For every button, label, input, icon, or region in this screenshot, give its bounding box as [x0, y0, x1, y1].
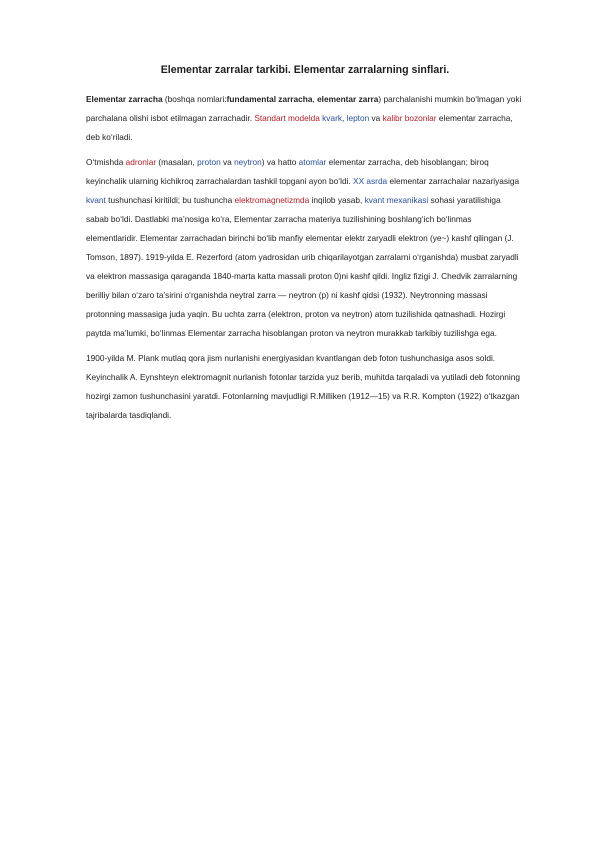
inline-link[interactable]: atomlar: [298, 157, 327, 167]
text-run: inqilob yasab,: [309, 195, 365, 205]
paragraph-1: [86, 90, 524, 147]
inline-link[interactable]: neytron: [234, 157, 262, 167]
text-run: elementar zarrachalar nazariyasiga: [387, 176, 520, 186]
document-body: [86, 90, 524, 425]
bold-term: fundamental zarracha: [226, 94, 313, 104]
text-run: ) va hatto: [261, 157, 299, 167]
bold-term: Elementar zarracha: [86, 94, 163, 104]
text-run: (boshqa nomlari:: [162, 94, 227, 104]
document-title: Elementar zarralar tarkibi. Elementar zarralarning sinflari.: [160, 64, 450, 76]
text-run: va: [220, 157, 235, 167]
inline-link[interactable]: elektromagnetizmda: [234, 195, 310, 205]
text-run: va: [369, 113, 383, 123]
inline-link[interactable]: XX asrda: [353, 176, 388, 186]
text-run: ) parchalanishi mumkin bo‘lmagan yoki parchalana olishi isbot etilmagan zarrachadir.: [86, 94, 522, 123]
text-run: elementar zarracha, deb hisoblangan; biroq keyinchalik ularning kichikroq zarrachalardan tashkil topgani ayon bo‘ldi.: [86, 157, 489, 186]
inline-link[interactable]: Standart modelda: [254, 113, 320, 123]
text-run: sohasi yaratilishiga sabab bo‘ldi. Dastlabki ma’nosiga ko‘ra, Elementar zarracha materiya tuzilishining boshlang‘ich bo‘linmas elementlaridir. Elementar zarrachadan birinchi bo‘lib manfiy elementar elektr zaryadli elektron (ye~) kashf qilingan (J. Tomson, 1897). 1919-yilda E. Rezerford (atom yadrosidan urib chiqarilayotgan zarralarni o‘rganishda) musbat zaryadli va elektron massasiga qaraganda 1840-marta katta massali proton 0)ni kashf qildi. Ingliz fizigi J. Chedvik zarralarning berilliy bilan o‘zaro ta’sirini o‘rganishda neytral zarra — neytron (p) ni kashf qidsi (1932). Neytronning massasi protonning massasiga juda yaqin. Bu uchta zarra (elektron, proton va neytron) atom tuzilishida qatnashadi. Hozirgi paytda ma’lumki, bo‘linmas Elementar zarracha hisoblangan proton va neytron murakkab tarkibiy tuzilishga ega.: [86, 195, 519, 338]
inline-link[interactable]: lepton: [346, 113, 370, 123]
inline-link[interactable]: adronlar: [125, 157, 157, 167]
bold-term: elementar zarra: [317, 94, 379, 104]
inline-link[interactable]: proton: [197, 157, 221, 167]
text-run: tushunchasi kiritildi; bu tushuncha: [105, 195, 235, 205]
paragraph-3: [86, 349, 524, 425]
text-run: elementar zarracha, deb ko‘riladi.: [86, 113, 513, 142]
text-run: 1900-yilda M. Plank mutlaq qora jism nurlanishi energiyasidan kvantlangan deb foton tushunchasiga asos soldi. Keyinchalik A. Eynshteyn elektromagnit nurlanish fotonlar tarzida yuz berib, muhitda tarqaladi va yutiladi deb fotonning hozirgi zamon tushunchasini yaratdi. Fotonlarning mavjudligi R.Milliken (1912—15) va R.R. Kompton (1922) o‘tkazgan tajribalarda tasdiqlandi.: [86, 353, 520, 420]
inline-link[interactable]: kalibr bozonlar: [382, 113, 437, 123]
text-run: ,: [341, 113, 347, 123]
text-run: O‘tmishda: [86, 157, 126, 167]
text-run: ,: [312, 94, 318, 104]
inline-link[interactable]: kvant: [86, 195, 106, 205]
inline-link[interactable]: kvant mexanikasi: [364, 195, 429, 205]
text-run: (masalan,: [156, 157, 198, 167]
inline-link[interactable]: kvark: [322, 113, 342, 123]
paragraph-2: [86, 153, 524, 343]
